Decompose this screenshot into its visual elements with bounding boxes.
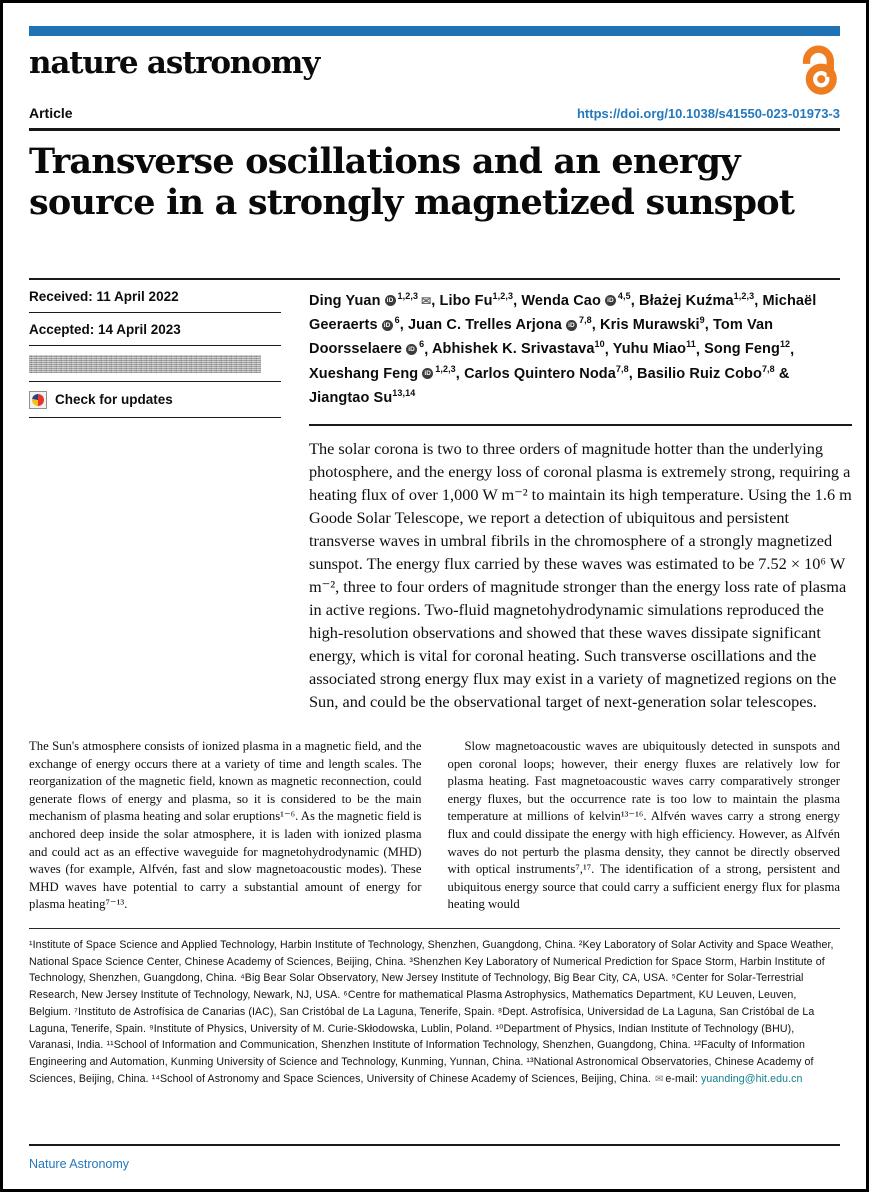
author: Kris Murawski$^9$ [600, 315, 705, 334]
affiliation-superscript: 12 [779, 339, 791, 350]
author: Abhishek K. Srivastava$^{10}$ [431, 339, 605, 358]
affiliation-superscript: 1,2,3 [435, 363, 456, 374]
author: Tom Van Doorsselaere iD $^6$ [309, 317, 774, 358]
author: Basilio Ruiz Cobo$^{7,8}$ [637, 363, 775, 382]
body-left-column: The Sun's atmosphere consists of ionized plasma in a magnetic field, and the exchange of energy occurs there at a variety of time and length scales. The reorganization of the magnetic field, known as magnetic reconnection, could generate flows of energy and plasma, so it is considered to be the main mechanism of plasma heating and solar eruptions¹⁻⁶. As the magnetic field is anchored deep inside the solar atmosphere, it is laden with ionized plasma and could act as an effective waveguide for magnetohydrodynamic (MHD) waves (for example, Alfvén, fast and slow magnetoacoustic modes). These MHD waves have potential to carry a substantial amount of energy for plasma heating⁷⁻¹³. [29, 739, 422, 912]
author: Michaël Geeraerts iD $^6$ [309, 292, 817, 334]
affiliation-superscript: 4,5 [617, 290, 631, 301]
orcid-icon[interactable]: iD [605, 295, 616, 306]
author: Błażej Kuźma$^{1,2,3}$ [639, 290, 755, 309]
header-rule [29, 128, 840, 131]
affiliation-superscript: 1,2,3 [397, 290, 419, 301]
body-right-column: Slow magnetoacoustic waves are ubiquitously detected in sunspots and open coronal loops; however, their energy fluxes are relatively low for plasma heating. Fast magnetoacoustic waves carry comparatively stronger energy fluxes, but the occurrence rate is too low to maintain the plasma temperature at millions of kelvin¹³⁻¹⁶. Alfvén waves carry a strong energy flux and could dissipate the energy with high efficiency. However, as Alfvén waves do not perturb the plasma density, they cannot be directly observed with optical instruments⁷,¹⁷. The identification of a strong, persistent and ubiquitous energy source that could carry a sufficient energy flux for plasma heating would [447, 739, 840, 912]
body-columns [29, 738, 840, 914]
affiliation-superscript: 7,8 [615, 363, 629, 374]
doi-link[interactable]: https://doi.org/10.1038/s41550-023-01973-3 [576, 106, 840, 121]
affiliations-text: ¹Institute of Space Science and Applied Technology, Harbin Institute of Technology, Shenzhen, Guangdong, China. ²Key Laboratory of Solar Activity and Space Weather, National Space Science Center, Chinese Academy of Sciences, Beijing, China. ³Shenzhen Key Laboratory of Numerical Prediction for Space Storm, Harbin Institute of Technology, Shenzhen, Guangdong, China. ⁴Big Bear Solar Observatory, New Jersey Institute of Technology, Big Bear City, CA, USA. ⁵Center for Solar-Terrestrial Research, New Jersey Institute of Technology, Newark, NJ, USA. ⁶Centre for mathematical Plasma Astrophysics, Mathematics Department, KU Leuven, Leuven, Belgium. ⁷Instituto de Astrofísica de Canarias (IAC), San Cristóbal de La Laguna, Tenerife, Spain. ⁸Dept. Astrofísica, Universidad de La Laguna, San Cristóbal de La Laguna, Tenerife, Spain. ⁹Institute of Physics, University of M. Curie-Skłodowska, Lublin, Poland. ¹⁰Department of Physics, Indian Institute of Technology (BHU), Varanasi, India. ¹¹School of Information and Communication, Shenzhen Institute of Information Technology, Shenzhen, Guangdong, China. ¹²Faculty of Information Engineering and Automation, Kunming University of Science and Technology, Kunming, Yunnan, China. ¹³National Astronomical Observatories, Chinese Academy of Sciences, Beijing, China. ¹⁴School of Astronomy and Space Sciences, University of Chinese Academy of Sciences, Beijing, China. [29, 939, 834, 1085]
crossmark-icon [29, 391, 47, 409]
orcid-icon[interactable]: iD [566, 320, 577, 331]
page-title: Transverse oscillations and an energy source in a strongly magnetized sunspot [29, 141, 795, 223]
accepted-date: Accepted: 14 April 2023 [29, 313, 281, 346]
author: & Jiangtao Su$^{13,14}$ [309, 365, 790, 406]
affiliation-superscript: 1,2,3 [733, 290, 755, 301]
email-link[interactable]: yuanding@hit.edu.cn [700, 1072, 803, 1085]
affiliation-superscript: 6 [394, 315, 400, 326]
page-footer [29, 1144, 840, 1173]
corresponding-email-icon[interactable]: ✉ [421, 293, 432, 308]
affiliation-superscript: 6 [419, 339, 425, 350]
author: Wenda Cao iD $^{4,5}$ [521, 290, 631, 309]
dates-sidebar [29, 280, 281, 714]
author: Xueshang Feng iD $^{1,2,3}$ [309, 363, 456, 382]
affiliation-superscript: 10 [594, 339, 605, 350]
check-for-updates-button[interactable] [29, 382, 281, 418]
affiliation-superscript: 13,14 [392, 388, 416, 399]
brand-topbar [29, 26, 840, 36]
article-type-label: Article [29, 105, 73, 121]
author: Juan C. Trelles Arjona iD $^{7,8}$ [408, 315, 592, 334]
affiliation-superscript: 7,8 [761, 363, 775, 374]
affiliations-footnotes [29, 928, 840, 1088]
email-icon: ✉ [654, 1073, 664, 1085]
affiliation-superscript: 7,8 [578, 315, 592, 326]
meta-section [29, 278, 852, 714]
email-label: e-mail: [665, 1072, 701, 1085]
footer-journal-name: Nature Astronomy [29, 1157, 130, 1171]
redacted-publish-date [29, 355, 261, 373]
author: Ding Yuan iD $^{1,2,3}$ ✉ [309, 290, 432, 309]
author: Song Feng$^{12}$ [704, 339, 791, 358]
orcid-icon[interactable]: iD [382, 320, 393, 331]
author: Yuhu Miao$^{11}$ [612, 339, 696, 358]
author: Carlos Quintero Noda$^{7,8}$ [464, 363, 629, 382]
article-header-row [29, 105, 840, 121]
affiliation-superscript: 1,2,3 [492, 290, 514, 301]
author-list: Ding Yuan iD $^{1,2,3}$ ✉, Libo Fu$^{1,2,3}$, Wenda Cao iD $^{4,5}$, Błażej Kuźma$^{1,2,3}$, Michaël Geeraerts iD $^6$, Juan C. Trelles Arjona iD $^{7,8}$, Kris Murawski$^9$, Tom Van Doorsselaere iD $^6$, Abhishek K. Srivastava$^{10}$, Yuhu Miao$^{11}$, Song Feng$^{12}$, Xueshang Feng iD $^{1,2,3}$, Carlos Quintero Noda$^{7,8}$, Basilio Ruiz Cobo$^{7,8}$ & Jiangtao Su$^{13,14}$ [309, 290, 817, 406]
authors-abstract-column [309, 280, 852, 714]
orcid-icon[interactable]: iD [385, 295, 396, 306]
orcid-icon[interactable]: iD [406, 344, 417, 355]
open-access-icon [794, 43, 844, 95]
check-for-updates-label: Check for updates [55, 392, 173, 408]
journal-wordmark: nature astronomy [29, 45, 320, 81]
received-date: Received: 11 April 2022 [29, 280, 281, 313]
author: Libo Fu$^{1,2,3}$ [439, 290, 514, 309]
abstract-text: The solar corona is two to three orders of magnitude hotter than the underlying photosphere, and the energy loss of coronal plasma is extremely strong, requiring a heating flux of over 1,000 W m⁻² to maintain its high temperature. Using the 1.6 m Goode Solar Telescope, we report a detection of ubiquitous and persistent transverse waves in umbral fibrils in the chromosphere of a strongly magnetized sunspot. The energy flux carried by these waves was estimated to be 7.52 × 10⁶ W m⁻², three to four orders of magnitude stronger than the energy loss rate of plasma in active regions. Two-fluid magnetohydrodynamic simulations reproduced the high-resolution observations and showed that these waves dissipate significant energy, which is vital for coronal heating. Such transverse oscillations and the associated strong energy flux may exist in a variety of magnetized regions on the Sun, and could be the observational target of next-generation solar telescopes. [309, 439, 852, 712]
orcid-icon[interactable]: iD [422, 368, 433, 379]
abstract-rule [309, 424, 852, 426]
affiliation-superscript: 9 [699, 315, 705, 326]
affiliation-superscript: 11 [686, 339, 696, 350]
published-date-row [29, 346, 281, 382]
